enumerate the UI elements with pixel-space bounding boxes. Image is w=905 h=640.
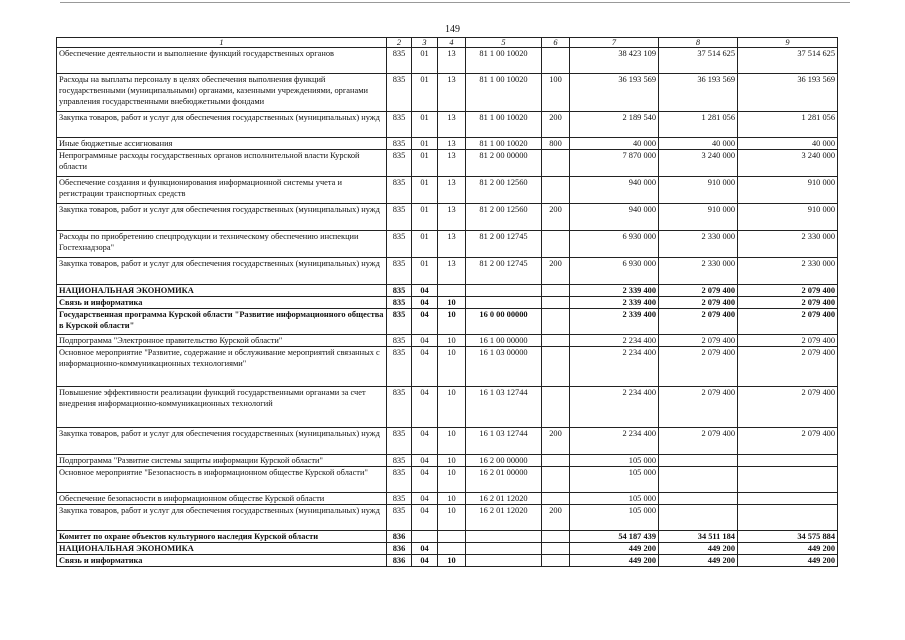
row-amount-col7-cell: 449 200	[570, 543, 659, 555]
row-department-code-cell: 835	[387, 297, 412, 309]
row-amount-col9-cell	[738, 493, 838, 505]
row-amount-col9-cell: 2 079 400	[738, 428, 838, 455]
row-amount-col9-cell: 2 079 400	[738, 285, 838, 297]
row-amount-col9-cell: 40 000	[738, 138, 838, 150]
header-col-4: 4	[438, 38, 466, 48]
row-amount-col8-cell: 449 200	[659, 555, 738, 567]
row-subsection-code-cell: 10	[438, 387, 466, 428]
row-expense-type-cell	[542, 347, 570, 387]
row-subsection-code-cell: 13	[438, 258, 466, 285]
row-name-cell: Иные бюджетные ассигнования	[57, 138, 387, 150]
row-section-code-cell: 04	[412, 493, 438, 505]
header-col-1: 1	[57, 38, 387, 48]
row-subsection-code-cell: 10	[438, 455, 466, 467]
table-row	[57, 467, 838, 493]
row-name-cell: Связь и информатика	[57, 297, 387, 309]
row-target-article-cell	[466, 297, 542, 309]
row-department-code-cell: 835	[387, 455, 412, 467]
row-section-code-cell: 04	[412, 297, 438, 309]
row-section-code-cell: 04	[412, 428, 438, 455]
row-section-code-cell: 04	[412, 309, 438, 335]
row-section-code-cell: 04	[412, 467, 438, 493]
table-row	[57, 455, 838, 467]
row-subsection-code-cell	[438, 285, 466, 297]
row-amount-col9-cell	[738, 455, 838, 467]
row-expense-type-cell: 200	[542, 204, 570, 231]
table-row	[57, 428, 838, 455]
row-expense-type-cell	[542, 309, 570, 335]
table-row	[57, 309, 838, 335]
row-expense-type-cell	[542, 48, 570, 74]
table-row	[57, 285, 838, 297]
row-amount-col7-cell: 54 187 439	[570, 531, 659, 543]
row-name-cell: НАЦИОНАЛЬНАЯ ЭКОНОМИКА	[57, 285, 387, 297]
row-name-cell: НАЦИОНАЛЬНАЯ ЭКОНОМИКА	[57, 543, 387, 555]
row-expense-type-cell	[542, 177, 570, 204]
row-amount-col7-cell: 2 234 400	[570, 387, 659, 428]
row-amount-col7-cell: 2 189 540	[570, 112, 659, 138]
row-amount-col8-cell: 1 281 056	[659, 112, 738, 138]
row-department-code-cell: 836	[387, 543, 412, 555]
row-name-cell: Закупка товаров, работ и услуг для обеспечения государственных (муниципальных) нужд	[57, 258, 387, 285]
row-amount-col9-cell: 2 079 400	[738, 297, 838, 309]
row-department-code-cell: 835	[387, 347, 412, 387]
header-col-2: 2	[387, 38, 412, 48]
row-amount-col8-cell: 2 079 400	[659, 285, 738, 297]
row-department-code-cell: 835	[387, 204, 412, 231]
row-section-code-cell: 04	[412, 285, 438, 297]
row-section-code-cell: 01	[412, 204, 438, 231]
row-amount-col9-cell	[738, 467, 838, 493]
row-target-article-cell: 81 2 00 12745	[466, 231, 542, 258]
row-section-code-cell: 01	[412, 74, 438, 112]
row-amount-col8-cell	[659, 493, 738, 505]
row-expense-type-cell: 800	[542, 138, 570, 150]
row-department-code-cell: 835	[387, 285, 412, 297]
scan-top-edge	[60, 2, 850, 3]
row-subsection-code-cell: 13	[438, 204, 466, 231]
row-subsection-code-cell	[438, 543, 466, 555]
row-section-code-cell: 04	[412, 505, 438, 531]
row-target-article-cell: 81 2 00 12745	[466, 258, 542, 285]
row-name-cell: Подпрограмма "Электронное правительство Курской области"	[57, 335, 387, 347]
table-row	[57, 138, 838, 150]
row-amount-col7-cell: 2 234 400	[570, 428, 659, 455]
row-expense-type-cell: 200	[542, 258, 570, 285]
row-amount-col8-cell: 2 330 000	[659, 258, 738, 285]
row-amount-col7-cell: 449 200	[570, 555, 659, 567]
header-col-5: 5	[466, 38, 542, 48]
row-amount-col7-cell: 2 234 400	[570, 347, 659, 387]
row-name-cell: Повышение эффективности реализации функций государственными органами за счет внедрения информационно-коммуникационных технологий	[57, 387, 387, 428]
row-target-article-cell: 16 2 00 00000	[466, 455, 542, 467]
row-amount-col8-cell: 2 330 000	[659, 231, 738, 258]
row-section-code-cell	[412, 531, 438, 543]
row-amount-col7-cell: 2 339 400	[570, 309, 659, 335]
row-name-cell: Обеспечение безопасности в информационном обществе Курской области	[57, 493, 387, 505]
table-row	[57, 531, 838, 543]
row-department-code-cell: 835	[387, 138, 412, 150]
table-row	[57, 387, 838, 428]
row-name-cell: Государственная программа Курской области "Развитие информационного общества в Курской области"	[57, 309, 387, 335]
row-subsection-code-cell: 13	[438, 177, 466, 204]
row-department-code-cell: 835	[387, 467, 412, 493]
row-section-code-cell: 01	[412, 258, 438, 285]
row-target-article-cell: 16 1 03 12744	[466, 387, 542, 428]
row-target-article-cell: 16 1 03 12744	[466, 428, 542, 455]
row-target-article-cell: 16 1 03 00000	[466, 347, 542, 387]
row-target-article-cell: 81 1 00 10020	[466, 48, 542, 74]
table-row	[57, 74, 838, 112]
row-amount-col8-cell: 2 079 400	[659, 387, 738, 428]
header-col-7: 7	[570, 38, 659, 48]
header-row	[57, 38, 838, 48]
row-amount-col8-cell: 910 000	[659, 177, 738, 204]
row-department-code-cell: 835	[387, 309, 412, 335]
row-section-code-cell: 01	[412, 138, 438, 150]
row-section-code-cell: 04	[412, 543, 438, 555]
row-amount-col7-cell: 105 000	[570, 493, 659, 505]
row-department-code-cell: 835	[387, 48, 412, 74]
row-expense-type-cell	[542, 455, 570, 467]
row-amount-col7-cell: 38 423 109	[570, 48, 659, 74]
row-expense-type-cell	[542, 543, 570, 555]
row-amount-col7-cell: 105 000	[570, 455, 659, 467]
row-amount-col8-cell: 910 000	[659, 204, 738, 231]
row-amount-col7-cell: 2 339 400	[570, 297, 659, 309]
row-subsection-code-cell: 13	[438, 48, 466, 74]
row-department-code-cell: 835	[387, 74, 412, 112]
row-department-code-cell: 836	[387, 555, 412, 567]
row-amount-col7-cell: 940 000	[570, 204, 659, 231]
row-expense-type-cell: 200	[542, 505, 570, 531]
row-target-article-cell: 16 0 00 00000	[466, 309, 542, 335]
table-row	[57, 493, 838, 505]
row-name-cell: Комитет по охране объектов культурного наследия Курской области	[57, 531, 387, 543]
row-name-cell: Закупка товаров, работ и услуг для обеспечения государственных (муниципальных) нужд	[57, 112, 387, 138]
table-row	[57, 112, 838, 138]
row-amount-col8-cell: 2 079 400	[659, 335, 738, 347]
row-expense-type-cell	[542, 387, 570, 428]
row-amount-col9-cell: 2 079 400	[738, 335, 838, 347]
row-name-cell: Обеспечение создания и функционирования информационной системы учета и регистрации транспортных средств	[57, 177, 387, 204]
row-section-code-cell: 04	[412, 455, 438, 467]
row-target-article-cell: 81 1 00 10020	[466, 138, 542, 150]
header-col-9: 9	[738, 38, 838, 48]
row-amount-col7-cell: 105 000	[570, 505, 659, 531]
table-row	[57, 335, 838, 347]
row-amount-col7-cell: 2 339 400	[570, 285, 659, 297]
page-number: 149	[445, 24, 460, 35]
row-subsection-code-cell: 10	[438, 467, 466, 493]
row-amount-col8-cell: 2 079 400	[659, 347, 738, 387]
row-amount-col8-cell	[659, 455, 738, 467]
row-name-cell: Закупка товаров, работ и услуг для обеспечения государственных (муниципальных) нужд	[57, 204, 387, 231]
row-subsection-code-cell: 10	[438, 428, 466, 455]
row-subsection-code-cell: 13	[438, 112, 466, 138]
row-subsection-code-cell: 10	[438, 309, 466, 335]
row-amount-col7-cell: 105 000	[570, 467, 659, 493]
row-name-cell: Основное мероприятие "Развитие, содержание и обслуживание мероприятий связанных с информационно-коммуникационных технологиями"	[57, 347, 387, 387]
row-target-article-cell	[466, 543, 542, 555]
row-section-code-cell: 04	[412, 335, 438, 347]
table-row	[57, 48, 838, 74]
table-row	[57, 555, 838, 567]
row-department-code-cell: 835	[387, 387, 412, 428]
row-target-article-cell	[466, 531, 542, 543]
row-department-code-cell: 835	[387, 335, 412, 347]
row-expense-type-cell: 100	[542, 74, 570, 112]
row-subsection-code-cell: 13	[438, 150, 466, 177]
row-department-code-cell: 835	[387, 150, 412, 177]
row-target-article-cell: 16 2 01 12020	[466, 505, 542, 531]
row-department-code-cell: 835	[387, 112, 412, 138]
row-expense-type-cell: 200	[542, 428, 570, 455]
row-target-article-cell: 16 2 01 00000	[466, 467, 542, 493]
row-expense-type-cell	[542, 555, 570, 567]
row-amount-col9-cell: 37 514 625	[738, 48, 838, 74]
row-amount-col9-cell: 2 330 000	[738, 258, 838, 285]
budget-table	[56, 37, 838, 567]
row-subsection-code-cell: 10	[438, 505, 466, 531]
table-row	[57, 297, 838, 309]
row-section-code-cell: 01	[412, 48, 438, 74]
row-target-article-cell: 81 2 00 12560	[466, 177, 542, 204]
row-amount-col9-cell: 449 200	[738, 555, 838, 567]
row-amount-col7-cell: 7 870 000	[570, 150, 659, 177]
row-amount-col9-cell	[738, 505, 838, 531]
table-row	[57, 543, 838, 555]
row-amount-col7-cell: 2 234 400	[570, 335, 659, 347]
row-name-cell: Расходы на выплаты персоналу в целях обеспечения выполнения функций государственными (муниципальными) органами, казенными учреждениями, органами управления государственными внебюджетными фондами	[57, 74, 387, 112]
row-amount-col7-cell: 940 000	[570, 177, 659, 204]
row-name-cell: Подпрограмма "Развитие системы защиты информации Курской области"	[57, 455, 387, 467]
table-row	[57, 505, 838, 531]
row-amount-col9-cell: 2 330 000	[738, 231, 838, 258]
table-row	[57, 231, 838, 258]
row-subsection-code-cell: 10	[438, 335, 466, 347]
row-target-article-cell	[466, 285, 542, 297]
row-name-cell: Закупка товаров, работ и услуг для обеспечения государственных (муниципальных) нужд	[57, 505, 387, 531]
header-col-8: 8	[659, 38, 738, 48]
row-department-code-cell: 835	[387, 493, 412, 505]
row-amount-col9-cell: 2 079 400	[738, 347, 838, 387]
row-department-code-cell: 835	[387, 258, 412, 285]
row-amount-col8-cell: 37 514 625	[659, 48, 738, 74]
row-amount-col8-cell: 2 079 400	[659, 297, 738, 309]
row-amount-col9-cell: 910 000	[738, 204, 838, 231]
row-name-cell: Обеспечение деятельности и выполнение функций государственных органов	[57, 48, 387, 74]
row-amount-col8-cell: 2 079 400	[659, 309, 738, 335]
row-subsection-code-cell: 10	[438, 347, 466, 387]
row-section-code-cell: 04	[412, 387, 438, 428]
row-expense-type-cell	[542, 285, 570, 297]
row-amount-col9-cell: 36 193 569	[738, 74, 838, 112]
row-target-article-cell: 81 1 00 10020	[466, 112, 542, 138]
row-section-code-cell: 01	[412, 150, 438, 177]
row-amount-col8-cell: 3 240 000	[659, 150, 738, 177]
row-target-article-cell: 16 2 01 12020	[466, 493, 542, 505]
row-amount-col8-cell: 34 511 184	[659, 531, 738, 543]
row-name-cell: Закупка товаров, работ и услуг для обеспечения государственных (муниципальных) нужд	[57, 428, 387, 455]
row-expense-type-cell	[542, 493, 570, 505]
row-amount-col8-cell: 36 193 569	[659, 74, 738, 112]
row-amount-col8-cell	[659, 505, 738, 531]
table-row	[57, 150, 838, 177]
row-amount-col9-cell: 449 200	[738, 543, 838, 555]
row-section-code-cell: 04	[412, 555, 438, 567]
row-department-code-cell: 835	[387, 505, 412, 531]
row-section-code-cell: 01	[412, 177, 438, 204]
row-target-article-cell: 81 2 00 12560	[466, 204, 542, 231]
header-col-3: 3	[412, 38, 438, 48]
row-section-code-cell: 01	[412, 231, 438, 258]
row-department-code-cell: 835	[387, 428, 412, 455]
row-department-code-cell: 835	[387, 231, 412, 258]
row-amount-col7-cell: 40 000	[570, 138, 659, 150]
row-subsection-code-cell: 10	[438, 297, 466, 309]
row-expense-type-cell	[542, 231, 570, 258]
row-amount-col9-cell: 910 000	[738, 177, 838, 204]
row-subsection-code-cell: 13	[438, 231, 466, 258]
row-subsection-code-cell: 13	[438, 74, 466, 112]
row-amount-col7-cell: 6 930 000	[570, 231, 659, 258]
row-amount-col7-cell: 6 930 000	[570, 258, 659, 285]
row-subsection-code-cell: 10	[438, 555, 466, 567]
row-subsection-code-cell	[438, 531, 466, 543]
row-expense-type-cell	[542, 297, 570, 309]
row-target-article-cell: 81 1 00 10020	[466, 74, 542, 112]
row-name-cell: Непрограммные расходы государственных органов исполнительной власти Курской области	[57, 150, 387, 177]
row-expense-type-cell: 200	[542, 112, 570, 138]
row-amount-col8-cell: 2 079 400	[659, 428, 738, 455]
row-name-cell: Основное мероприятие "Безопасность в информационном обществе Курской области"	[57, 467, 387, 493]
row-section-code-cell: 04	[412, 347, 438, 387]
row-amount-col9-cell: 3 240 000	[738, 150, 838, 177]
row-amount-col8-cell	[659, 467, 738, 493]
row-expense-type-cell	[542, 531, 570, 543]
row-amount-col8-cell: 449 200	[659, 543, 738, 555]
row-target-article-cell: 81 2 00 00000	[466, 150, 542, 177]
row-department-code-cell: 836	[387, 531, 412, 543]
row-target-article-cell: 16 1 00 00000	[466, 335, 542, 347]
table-row	[57, 177, 838, 204]
row-amount-col9-cell: 2 079 400	[738, 309, 838, 335]
table-row	[57, 204, 838, 231]
row-amount-col9-cell: 2 079 400	[738, 387, 838, 428]
row-subsection-code-cell: 13	[438, 138, 466, 150]
row-amount-col8-cell: 40 000	[659, 138, 738, 150]
row-amount-col9-cell: 1 281 056	[738, 112, 838, 138]
table-row	[57, 258, 838, 285]
table-row	[57, 347, 838, 387]
row-department-code-cell: 835	[387, 177, 412, 204]
row-section-code-cell: 01	[412, 112, 438, 138]
row-name-cell: Расходы по приобретению спецпродукции и техническому обеспечению инспекции Гостехнадзора"	[57, 231, 387, 258]
row-expense-type-cell	[542, 467, 570, 493]
row-amount-col9-cell: 34 575 884	[738, 531, 838, 543]
row-amount-col7-cell: 36 193 569	[570, 74, 659, 112]
header-col-6: 6	[542, 38, 570, 48]
row-target-article-cell	[466, 555, 542, 567]
row-subsection-code-cell: 10	[438, 493, 466, 505]
row-name-cell: Связь и информатика	[57, 555, 387, 567]
row-expense-type-cell	[542, 335, 570, 347]
row-expense-type-cell	[542, 150, 570, 177]
